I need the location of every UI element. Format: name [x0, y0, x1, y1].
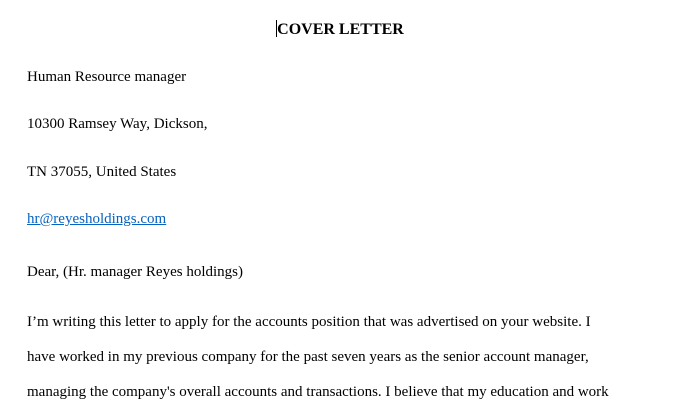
- body-line: managing the company's overall accounts and transactions. I believe that my education and work: [27, 384, 609, 400]
- document-title: COVER LETTER: [277, 21, 404, 38]
- salutation: Dear, (Hr. manager Reyes holdings): [27, 264, 243, 280]
- address-line-2: TN 37055, United States: [27, 164, 177, 180]
- document-title-line: [0, 20, 680, 39]
- recipient-title: Human Resource manager: [27, 69, 187, 85]
- body-line: have worked in my previous company for the past seven years as the senior account manager,: [27, 349, 589, 365]
- address-line-1: 10300 Ramsey Way, Dickson,: [27, 116, 208, 132]
- email-link[interactable]: hr@reyesholdings.com: [27, 211, 167, 227]
- body-paragraph: [27, 312, 667, 401]
- body-line: I’m writing this letter to apply for the accounts position that was advertised on your website. I: [27, 314, 591, 330]
